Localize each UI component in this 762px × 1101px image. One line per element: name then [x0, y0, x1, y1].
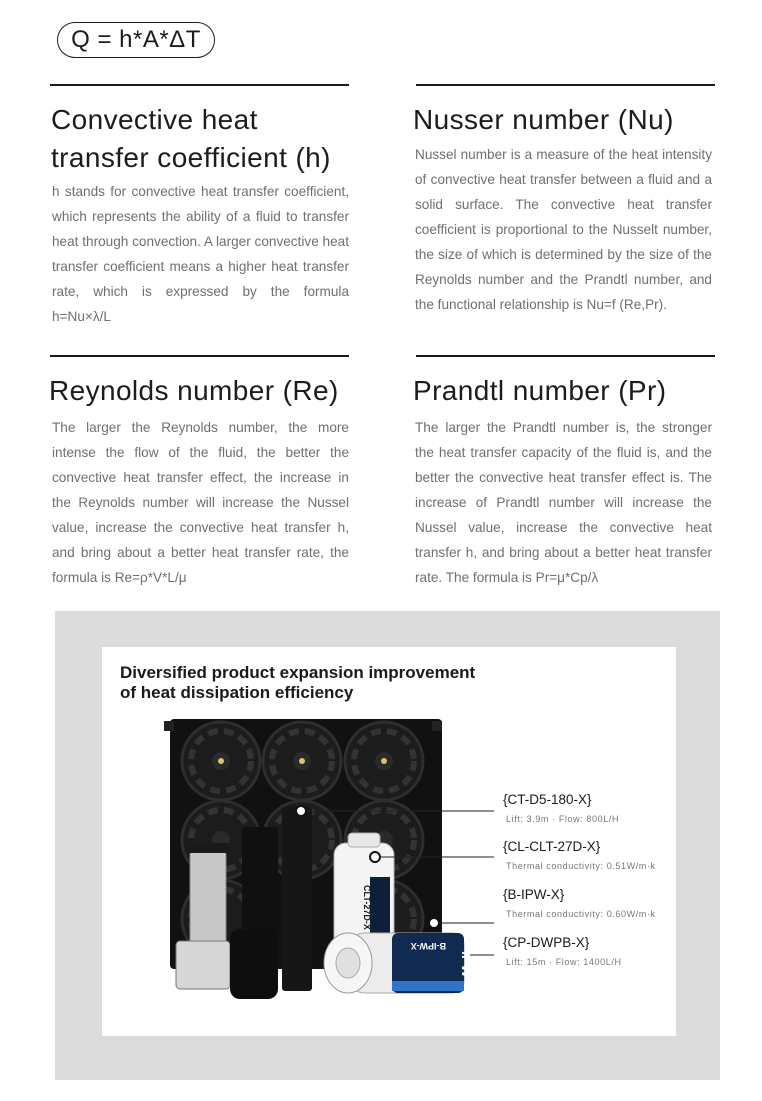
section-body: The larger the Prandtl number is, the stronger the heat transfer capacity of the fluid is, and the better the convective heat transfer effect is. The increase of Prandtl number will increase the Nussel value, increase the convective heat transfer h, and bring about a better heat transfer rate. The formula is Pr=μ*Cp/λ: [415, 420, 712, 585]
product-title-line: of heat dissipation efficiency: [120, 683, 354, 702]
section-title-line: Prandtl number (Pr): [413, 375, 667, 406]
bottle-label: B-IPW-X: [410, 941, 446, 951]
callout-name: {CL-CLT-27D-X}: [503, 839, 601, 854]
callout-name: {B-IPW-X}: [503, 887, 565, 902]
callout-spec: Lift: 3.9m · Flow: 800L/H: [506, 814, 620, 824]
fan-icon: [182, 722, 260, 800]
callout-spec: Lift: 15m · Flow: 1400L/H: [506, 957, 622, 967]
section-divider: [50, 355, 349, 357]
section-title-line: Nusser number (Nu): [413, 104, 674, 135]
section-body: h stands for convective heat transfer coefficient, which represents the ability of a fluid to transfer heat through convection. A larger convective heat transfer coefficient means a higher heat transfer rate, which is expressed by the formula h=Nu×λ/L: [52, 184, 349, 324]
section-title-line: transfer coefficient (h): [51, 142, 331, 173]
product-title-line: Diversified product expansion improvement: [120, 663, 476, 682]
product-card: [102, 647, 676, 1036]
section-divider: [416, 84, 715, 86]
bottle-label: CLT-27D-X: [362, 885, 372, 930]
callout-name: {CP-DWPB-X}: [503, 935, 590, 950]
section-title: [413, 101, 733, 139]
callout-spec: Thermal conductivity: 0.60W/m·k: [506, 909, 656, 919]
callout-spec: Thermal conductivity: 0.51W/m·k: [506, 861, 656, 871]
formula-badge: Q = h*A*ΔT: [57, 22, 215, 58]
section-title: [51, 101, 361, 177]
section-divider: [416, 355, 715, 357]
section-title-line: Reynolds number (Re): [49, 375, 339, 406]
section-divider: [50, 84, 349, 86]
fan-icon: [263, 722, 341, 800]
section-title: [413, 372, 733, 410]
section-title: [49, 372, 369, 410]
section-title-line: Convective heat: [51, 104, 258, 135]
fan-icon: [345, 722, 423, 800]
section-body: Nussel number is a measure of the heat intensity of convective heat transfer between a fluid and a solid surface. The convective heat transfer coefficient is proportional to the Nusselt number, the size of which is determined by the size of the Reynolds number and the Prandtl number, and the functional relationship is Nu=f (Re,Pr).: [415, 147, 712, 312]
bottle-label: IPW: [459, 951, 475, 978]
callout-name: {CT-D5-180-X}: [503, 792, 592, 807]
section-body: The larger the Reynolds number, the more intense the flow of the fluid, the better the convective heat transfer effect, the increase in the Reynolds number will increase the Nussel value, increase the convective heat transfer h, and bring about a better heat transfer rate, the formula is Re=ρ*V*L/μ: [52, 420, 349, 585]
